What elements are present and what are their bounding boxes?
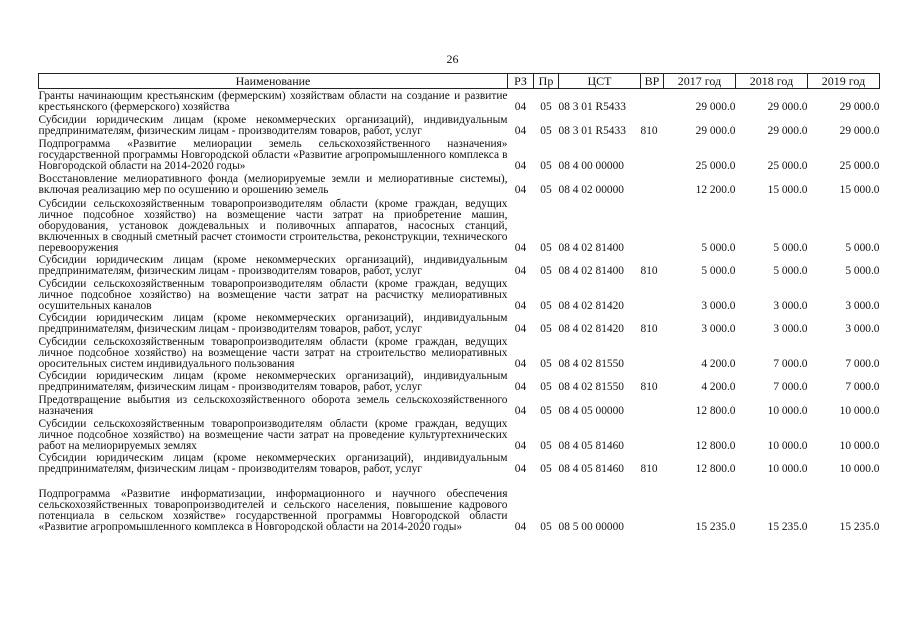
cell-2017: 15 235.0 bbox=[695, 521, 736, 534]
cell-cst: 08 4 02 81550 bbox=[558, 358, 624, 371]
cell-rz: 04 bbox=[514, 405, 527, 418]
table-row bbox=[39, 196, 880, 254]
cell-pr: 05 bbox=[540, 381, 552, 394]
cell-2019: 15 000.0 bbox=[839, 184, 880, 197]
cell-pr: 05 bbox=[540, 323, 552, 336]
header-2017: 2017 год bbox=[664, 74, 736, 89]
cell-name: Подпрограмма «Развитие информатизации, информационного и научного обеспечения сельскохозяйственных товаропроизводителей и сельского населения, повышение кадрового потенциала в сельском хозяйстве» государственной программы Новгородской области «Развитие агропромышленного комплекса в Новгородской области на 2014-2020 годы» bbox=[38, 488, 508, 534]
table-row bbox=[39, 475, 880, 533]
cell-2019: 29 000.0 bbox=[839, 101, 880, 114]
cell-vr: 810 bbox=[640, 265, 658, 278]
header-vr: ВР bbox=[641, 74, 664, 89]
cell-pr: 05 bbox=[540, 440, 552, 453]
cell-vr bbox=[641, 137, 664, 172]
cell-cst: 08 4 02 81400 bbox=[558, 265, 624, 278]
cell-name: Субсидии юридическим лицам (кроме некоммерческих организаций), индивидуальным предпринимателям, физическим лицам - производителям товаров, работ, услуг bbox=[38, 452, 508, 476]
cell-vr bbox=[641, 196, 664, 254]
cell-rz: 04 bbox=[514, 323, 527, 336]
cell-2018: 15 235.0 bbox=[767, 521, 808, 534]
table-header-row bbox=[39, 74, 880, 89]
table-row bbox=[39, 312, 880, 335]
cell-rz: 04 bbox=[514, 125, 527, 138]
cell-rz: 04 bbox=[514, 184, 527, 197]
cell-2019: 10 000.0 bbox=[839, 463, 880, 476]
cell-cst: 08 4 02 81420 bbox=[558, 323, 624, 336]
cell-2019: 25 000.0 bbox=[839, 160, 880, 173]
cell-name: Подпрограмма «Развитие мелиорации земель сельскохозяйственного назначения» государственной программы Новгородской области «Развитие агропромышленного комплекса в Новгородской области на 2014-2020 годы» bbox=[38, 138, 508, 173]
header-name: Наименование bbox=[39, 74, 508, 89]
cell-name: Субсидии юридическим лицам (кроме некоммерческих организаций), индивидуальным предпринимателям, физическим лицам - производителям товаров, работ, услуг bbox=[38, 254, 508, 278]
cell-2019: 5 000.0 bbox=[845, 242, 880, 255]
cell-name: Предотвращение выбытия из сельскохозяйственного оборота земель сельскохозяйственного назначения bbox=[38, 394, 508, 418]
cell-2017: 25 000.0 bbox=[695, 160, 736, 173]
cell-2017: 3 000.0 bbox=[701, 300, 736, 313]
cell-pr: 05 bbox=[540, 242, 552, 255]
cell-2017: 29 000.0 bbox=[695, 125, 736, 138]
cell-2017: 5 000.0 bbox=[701, 265, 736, 278]
table-row bbox=[39, 137, 880, 172]
cell-2019: 3 000.0 bbox=[845, 300, 880, 313]
cell-2018: 7 000.0 bbox=[773, 358, 808, 371]
cell-2017: 12 800.0 bbox=[695, 405, 736, 418]
cell-cst: 08 4 02 81550 bbox=[558, 381, 624, 394]
header-pr: Пр bbox=[534, 74, 559, 89]
cell-vr bbox=[641, 172, 664, 196]
cell-cst: 08 3 01 R5433 bbox=[558, 101, 626, 114]
table-row bbox=[39, 335, 880, 370]
cell-cst: 08 4 02 81420 bbox=[558, 300, 624, 313]
cell-pr: 05 bbox=[540, 463, 552, 476]
table-row bbox=[39, 452, 880, 475]
cell-name: Восстановление мелиоративного фонда (мелиорируемые земли и мелиоративные системы), включая реализацию мер по осушению и орошению земель bbox=[38, 173, 508, 197]
header-cst: ЦСТ bbox=[559, 74, 641, 89]
cell-rz: 04 bbox=[514, 440, 527, 453]
cell-vr bbox=[641, 393, 664, 417]
cell-pr: 05 bbox=[540, 101, 552, 114]
table-row bbox=[39, 254, 880, 277]
cell-vr: 810 bbox=[640, 323, 658, 336]
cell-rz: 04 bbox=[514, 101, 527, 114]
cell-name: Субсидии сельскохозяйственным товаропроизводителям области (кроме граждан, ведущих личное подсобное хозяйство) на возмещение части затрат на строительство мелиоративных оросительных систем индивидуального пользования bbox=[38, 336, 508, 371]
cell-pr: 05 bbox=[540, 184, 552, 197]
cell-rz: 04 bbox=[514, 463, 527, 476]
cell-cst: 08 5 00 00000 bbox=[558, 521, 624, 534]
cell-cst: 08 4 05 81460 bbox=[558, 440, 624, 453]
cell-2019: 10 000.0 bbox=[839, 440, 880, 453]
cell-2017: 4 200.0 bbox=[701, 358, 736, 371]
cell-2018: 10 000.0 bbox=[767, 405, 808, 418]
cell-2017: 3 000.0 bbox=[701, 323, 736, 336]
cell-vr: 810 bbox=[640, 125, 658, 138]
cell-pr: 05 bbox=[540, 521, 552, 534]
cell-2018: 10 000.0 bbox=[767, 463, 808, 476]
table-row bbox=[39, 172, 880, 196]
cell-2018: 25 000.0 bbox=[767, 160, 808, 173]
cell-rz: 04 bbox=[514, 160, 527, 173]
budget-table bbox=[38, 73, 880, 533]
table-row bbox=[39, 370, 880, 393]
cell-cst: 08 4 05 81460 bbox=[558, 463, 624, 476]
cell-vr bbox=[641, 417, 664, 452]
cell-rz: 04 bbox=[514, 242, 527, 255]
table-row bbox=[39, 417, 880, 452]
cell-cst: 08 4 02 00000 bbox=[558, 184, 624, 197]
cell-2019: 3 000.0 bbox=[845, 323, 880, 336]
cell-cst: 08 4 05 00000 bbox=[558, 405, 624, 418]
cell-name: Субсидии сельскохозяйственным товаропроизводителям области (кроме граждан, ведущих личное подсобное хозяйство) на возмещение части затрат на расчистку мелиоративных осушительных каналов bbox=[38, 278, 508, 313]
header-2018: 2018 год bbox=[736, 74, 808, 89]
cell-2019: 10 000.0 bbox=[839, 405, 880, 418]
cell-rz: 04 bbox=[514, 381, 527, 394]
cell-2018: 10 000.0 bbox=[767, 440, 808, 453]
cell-2018: 29 000.0 bbox=[767, 125, 808, 138]
cell-pr: 05 bbox=[540, 300, 552, 313]
cell-pr: 05 bbox=[540, 125, 552, 138]
cell-rz: 04 bbox=[514, 521, 527, 534]
cell-pr: 05 bbox=[540, 265, 552, 278]
cell-rz: 04 bbox=[514, 358, 527, 371]
cell-2018: 5 000.0 bbox=[773, 242, 808, 255]
cell-pr: 05 bbox=[540, 160, 552, 173]
cell-pr: 05 bbox=[540, 358, 552, 371]
cell-vr: 810 bbox=[640, 381, 658, 394]
cell-name: Субсидии юридическим лицам (кроме некоммерческих организаций), индивидуальным предпринимателям, физическим лицам - производителям товаров, работ, услуг bbox=[38, 370, 508, 394]
cell-2018: 7 000.0 bbox=[773, 381, 808, 394]
cell-2017: 12 800.0 bbox=[695, 463, 736, 476]
table-row bbox=[39, 113, 880, 137]
cell-2018: 3 000.0 bbox=[773, 323, 808, 336]
cell-vr bbox=[641, 335, 664, 370]
cell-cst: 08 4 02 81400 bbox=[558, 242, 624, 255]
cell-2018: 29 000.0 bbox=[767, 101, 808, 114]
table-row bbox=[39, 393, 880, 417]
cell-2019: 7 000.0 bbox=[845, 381, 880, 394]
cell-2018: 15 000.0 bbox=[767, 184, 808, 197]
cell-vr bbox=[641, 277, 664, 312]
cell-2017: 12 800.0 bbox=[695, 440, 736, 453]
cell-name: Субсидии юридическим лицам (кроме некоммерческих организаций), индивидуальным предпринимателям, физическим лицам - производителям товаров, работ, услуг bbox=[38, 114, 508, 138]
page-number: 26 bbox=[446, 52, 459, 66]
cell-name: Гранты начинающим крестьянским (фермерским) хозяйствам области на создание и развитие крестьянского (фермерского) хозяйства bbox=[38, 90, 508, 114]
cell-name: Субсидии сельскохозяйственным товаропроизводителям области (кроме граждан, ведущих личное подсобное хозяйство) на возмещение части затрат на проведение культуртехнических работ на мелиорируемых землях bbox=[38, 418, 508, 453]
cell-2019: 29 000.0 bbox=[839, 125, 880, 138]
cell-vr: 810 bbox=[640, 463, 658, 476]
cell-2017: 12 200.0 bbox=[695, 184, 736, 197]
cell-rz: 04 bbox=[514, 265, 527, 278]
cell-rz: 04 bbox=[514, 300, 527, 313]
cell-2017: 29 000.0 bbox=[695, 101, 736, 114]
cell-name: Субсидии сельскохозяйственным товаропроизводителям области (кроме граждан, ведущих личное подсобное хозяйство) на возмещение части затрат на приобретение машин, оборудования, установок дождевальных и поливочных аппаратов, насосных станций, включенных в сводный сметный расчет стоимости строительства, реконструкции, технического перевооружения bbox=[38, 198, 508, 255]
cell-vr bbox=[641, 475, 664, 533]
cell-name: Субсидии юридическим лицам (кроме некоммерческих организаций), индивидуальным предпринимателям, физическим лицам - производителям товаров, работ, услуг bbox=[38, 312, 508, 336]
table-row bbox=[39, 277, 880, 312]
table-row bbox=[39, 89, 880, 114]
cell-2018: 5 000.0 bbox=[773, 265, 808, 278]
cell-2018: 3 000.0 bbox=[773, 300, 808, 313]
cell-2017: 5 000.0 bbox=[701, 242, 736, 255]
header-rz: РЗ bbox=[508, 74, 534, 89]
cell-cst: 08 3 01 R5433 bbox=[558, 125, 626, 138]
cell-2019: 7 000.0 bbox=[845, 358, 880, 371]
cell-2019: 5 000.0 bbox=[845, 265, 880, 278]
cell-2017: 4 200.0 bbox=[701, 381, 736, 394]
cell-2019: 15 235.0 bbox=[839, 521, 880, 534]
header-2019: 2019 год bbox=[808, 74, 880, 89]
cell-vr bbox=[641, 89, 664, 114]
cell-cst: 08 4 00 00000 bbox=[558, 160, 624, 173]
cell-pr: 05 bbox=[540, 405, 552, 418]
